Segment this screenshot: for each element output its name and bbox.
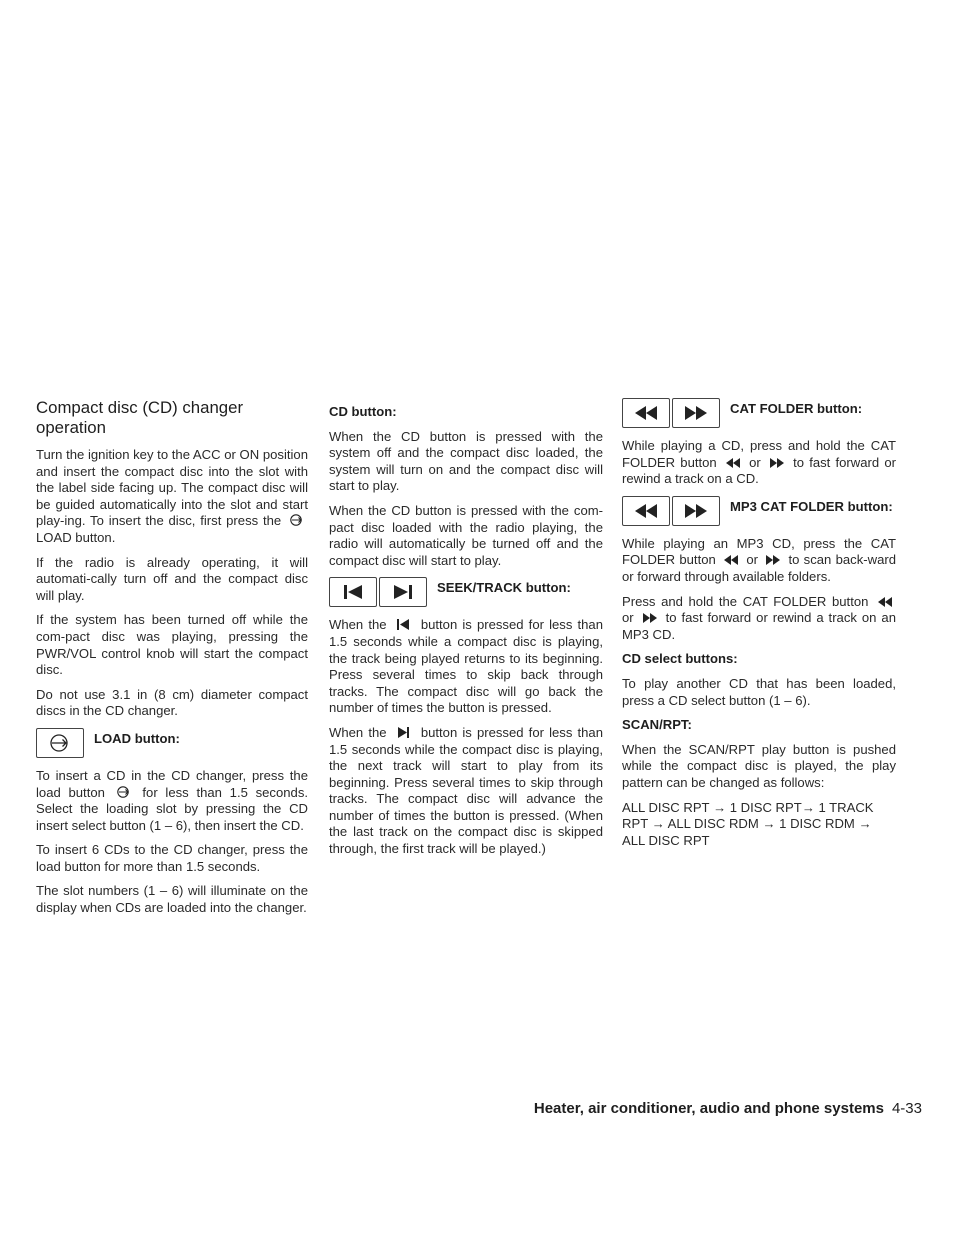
cat-folder-heading bbox=[622, 398, 896, 428]
paragraph-cat-folder-cd bbox=[622, 438, 896, 488]
cd-select-heading: CD select buttons: bbox=[622, 651, 738, 667]
seek-back-icon bbox=[330, 578, 376, 606]
paragraph-system-off: If the system has been turned off while the com-pact disc was playing, pressing the PWR/VOL control knob will start the compact disc. bbox=[36, 612, 308, 678]
page-number: 4-33 bbox=[891, 1100, 922, 1117]
paragraph-text: to fast forward or rewind a track on a CD. bbox=[622, 454, 896, 487]
cat-folder-label: CAT FOLDER button: bbox=[730, 401, 863, 416]
paragraph-text: button is pressed for less than 1.5 seconds while a compact disc is playing, the track being played returns to its beginning. Press several times to skip back through tracks. The compact disc will go back the number of times the button is pressed. bbox=[329, 617, 603, 716]
load-icon bbox=[289, 514, 305, 526]
rewind-icon bbox=[623, 497, 669, 525]
paragraph-text: or bbox=[749, 454, 761, 470]
paragraph-text: LOAD button. bbox=[36, 529, 116, 545]
paragraph-text: When the bbox=[329, 617, 387, 633]
paragraph-text: or bbox=[746, 552, 758, 568]
paragraph-text: Turn the ignition key to the ACC or ON position and insert the compact disc into the slot with the label side facing up. The compact disc will be guided automatically into the slot and start play-ing. To insert the disc, first press the bbox=[36, 447, 308, 529]
paragraph-scan-rpt: When the SCAN/RPT play button is pushed while the compact disc is played, the play pattern can be changed as follows: bbox=[622, 741, 896, 790]
paragraph-seek-forward bbox=[329, 725, 603, 858]
fast-forward-icon bbox=[765, 555, 781, 565]
fast-forward-icon bbox=[673, 497, 719, 525]
rewind-icon bbox=[723, 555, 739, 565]
fast-forward-icon bbox=[673, 399, 719, 427]
paragraph-text: While playing an MP3 CD, press the CAT FOLDER button bbox=[622, 535, 896, 568]
seek-forward-icon bbox=[395, 727, 413, 738]
rewind-icon bbox=[725, 458, 741, 468]
paragraph-text: to scan back-ward or forward through available folders. bbox=[622, 552, 896, 584]
column-2 bbox=[329, 404, 603, 866]
paragraph-text: Press and hold the CAT FOLDER button bbox=[622, 593, 869, 609]
mp3-cat-folder-heading bbox=[622, 496, 896, 526]
seek-back-button-illustration bbox=[329, 577, 377, 607]
paragraph-text: While playing a CD, press and hold the CAT FOLDER button bbox=[622, 438, 896, 470]
load-icon bbox=[37, 729, 83, 757]
fast-forward-icon bbox=[642, 613, 658, 623]
paragraph-hold-cat-folder bbox=[622, 594, 896, 644]
rewind-button-illustration bbox=[622, 398, 670, 428]
column-1 bbox=[36, 398, 308, 925]
load-button-heading bbox=[36, 728, 308, 758]
load-button-illustration bbox=[36, 728, 84, 758]
section-title: Compact disc (CD) changer operation bbox=[36, 398, 244, 437]
paragraph-disc-size-warning: Do not use 3.1 in (8 cm) diameter compact discs in the CD changer. bbox=[36, 686, 308, 719]
paragraph-text: When the bbox=[329, 724, 387, 740]
page-footer bbox=[534, 1100, 922, 1117]
paragraph-text: button is pressed for less than 1.5 seconds while the compact disc is playing, the next track will start to play from its beginning. Press several times to skip through tracks. The compact disc will advance the number of times the button is pressed. (When the last track on the compact disc is skipped through, the first track will be played.) bbox=[329, 724, 603, 857]
paragraph-radio-operating: If the radio is already operating, it will automati-cally turn off and the compact disc will play. bbox=[36, 554, 308, 603]
paragraph-play-pattern: ALL DISC RPT → 1 DISC RPT→ 1 TRACK RPT → ALL DISC RDM → 1 DISC RDM → ALL DISC RPT bbox=[622, 799, 874, 848]
paragraph-text: To insert a CD in the CD changer, press the load button bbox=[36, 767, 308, 800]
paragraph-insert-disc bbox=[36, 447, 308, 547]
seek-track-heading bbox=[329, 577, 603, 607]
paragraph-text: to fast forward or rewind a track on an MP3 CD. bbox=[622, 610, 896, 642]
paragraph-slot-numbers: The slot numbers (1 – 6) will illuminate on the display when CDs are loaded into the changer. bbox=[36, 883, 308, 916]
rewind-icon bbox=[623, 399, 669, 427]
paragraph-cd-select: To play another CD that has been loaded, press a CD select button (1 – 6). bbox=[622, 675, 896, 708]
load-button-label: LOAD button: bbox=[94, 730, 180, 746]
rewind-icon bbox=[877, 597, 893, 607]
paragraph-cd-system-off: When the CD button is pressed with the system off and the compact disc loaded, the system will turn on and the compact disc will start to play. bbox=[329, 428, 603, 494]
paragraph-insert-cd bbox=[36, 768, 308, 834]
footer-chapter-title: Heater, air conditioner, audio and phone systems bbox=[533, 1100, 884, 1117]
seek-track-label: SEEK/TRACK button: bbox=[437, 580, 571, 596]
mp3-cat-folder-label: MP3 CAT FOLDER button: bbox=[730, 498, 893, 514]
paragraph-seek-back bbox=[329, 617, 603, 717]
load-icon bbox=[116, 786, 132, 798]
fast-forward-button-illustration bbox=[672, 496, 720, 526]
seek-forward-button-illustration bbox=[379, 577, 427, 607]
column-3 bbox=[622, 401, 896, 857]
scan-rpt-heading: SCAN/RPT: bbox=[622, 717, 692, 733]
seek-back-icon bbox=[395, 619, 413, 630]
paragraph-text: for less than 1.5 seconds. Select the loading slot by pressing the CD insert select button (1 – 6), then insert the CD. bbox=[36, 784, 309, 833]
seek-forward-icon bbox=[380, 578, 426, 606]
paragraph-insert-6-cds: To insert 6 CDs to the CD changer, press the load button for more than 1.5 seconds. bbox=[36, 842, 308, 874]
fast-forward-icon bbox=[769, 458, 785, 468]
paragraph-text: or bbox=[622, 610, 634, 626]
fast-forward-button-illustration bbox=[672, 398, 720, 428]
cd-button-heading: CD button: bbox=[329, 404, 397, 419]
paragraph-mp3-cat-folder bbox=[622, 536, 896, 586]
rewind-button-illustration bbox=[622, 496, 670, 526]
paragraph-cd-radio-playing: When the CD button is pressed with the com-pact disc loaded with the radio playing, the radio will automatically be turned off and the compact disc will start to play. bbox=[329, 502, 603, 568]
